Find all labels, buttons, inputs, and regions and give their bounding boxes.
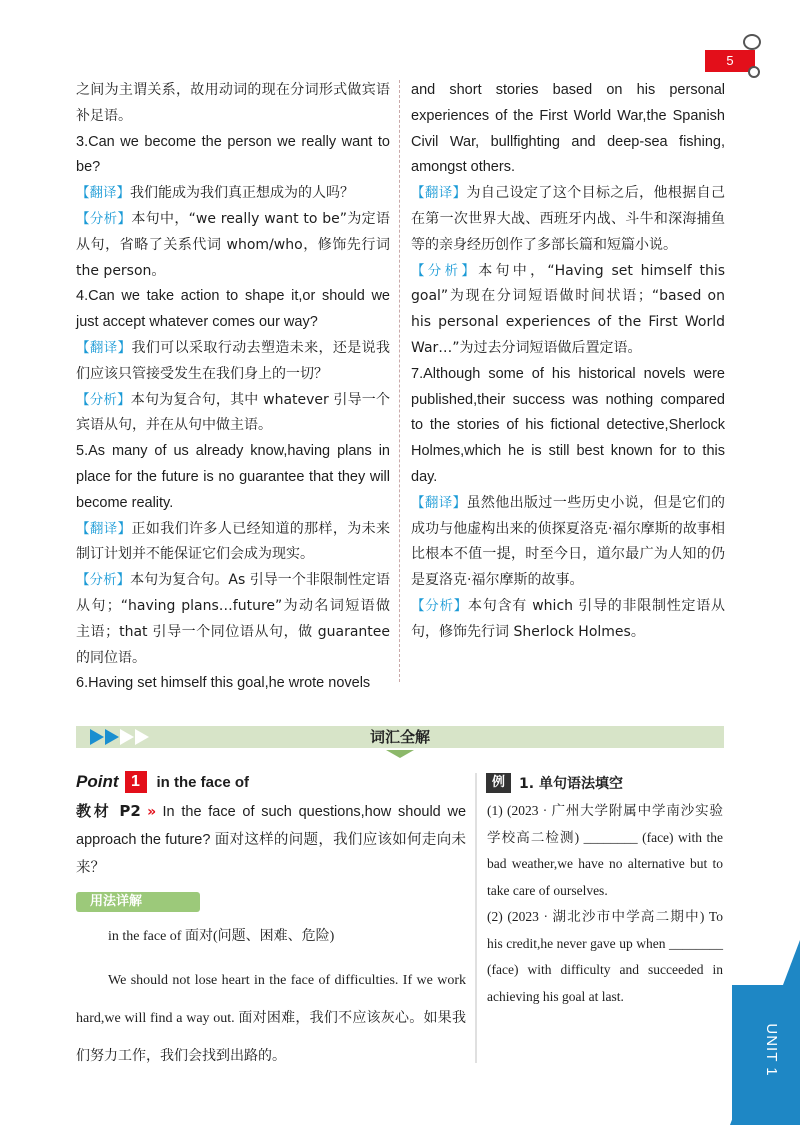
exercise-body bbox=[487, 798, 723, 1010]
point-phrase: in the face of bbox=[156, 773, 250, 791]
translation-4: 【翻译】我们可以采取行动去塑造未来，还是说我们应该只管接受发生在我们身上的一切？ bbox=[76, 339, 391, 382]
unit-label: UNIT 1 bbox=[763, 1023, 780, 1077]
analysis-5: 【分析】本句为复合句。As 引导一个非限制性定语从句；“having plans…future”为动名词短语做主语；that 引导一个同位语从句，做 guarantee 的同位语。 bbox=[76, 572, 391, 666]
sentence-5: 5.As many of us already know,having plans in place for the future is no guarantee that they will become reality. bbox=[76, 443, 390, 511]
exercise-item: (2) (2023 · 湖北沙市中学高二期中) To his credit,he never gave up when ________ (face) with difficulty and succeeded in achieving his goal at last. bbox=[487, 909, 723, 1004]
clock-icon bbox=[743, 34, 761, 50]
lower-divider bbox=[475, 773, 477, 1063]
example-tag: 例 bbox=[486, 773, 511, 793]
chevron-right-icon: » bbox=[147, 804, 157, 820]
exercise-title: 1. 单句语法填空 bbox=[519, 776, 623, 792]
point-number: 1 bbox=[125, 771, 147, 793]
analysis-3: 【分析】本句中，“we really want to be”为定语从句，省略了关系代词 whom/who，修饰先行词 the person。 bbox=[76, 210, 390, 279]
triangle-down-icon bbox=[386, 750, 414, 758]
usage-definition: in the face of 面对(问题、困难、危险) bbox=[108, 929, 335, 944]
point-label: Point bbox=[76, 772, 119, 791]
left-column bbox=[76, 78, 390, 697]
translation-7: 【翻译】虽然他出版过一些历史小说，但是它们的成功与他虚构出来的侦探夏洛克·福尔摩斯的故事相比根本不值一提，时至今日，道尔最广为人知的仍是夏洛克·福尔摩斯的故事。 bbox=[411, 494, 726, 589]
paragraph: 之间为主谓关系，故用动词的现在分词形式做宾语补足语。 bbox=[76, 82, 390, 124]
sentence-6: 6.Having set himself this goal,he wrote novels bbox=[76, 675, 371, 692]
analysis-4: 【分析】本句为复合句，其中 whatever 引导一个宾语从句，并在从句中做主语。 bbox=[76, 391, 390, 434]
right-column bbox=[411, 78, 725, 646]
textbook-text: In the face of such questions,how should we approach the future? 面对这样的问题，我们应该如何走向未来？ bbox=[76, 804, 467, 876]
exercise-item: (1) (2023 · 广州大学附属中学南沙实验学校高二检测) ________ (face) with the bad weather,we have no alternative but to take care of ourselves. bbox=[487, 803, 723, 898]
sentence-4: 4.Can we take action to shape it,or should we just accept whatever comes our way? bbox=[76, 288, 390, 331]
textbook-example bbox=[76, 798, 466, 882]
analysis-7: 【分析】本句含有 which 引导的非限制性定语从句，修饰先行词 Sherlock Holmes。 bbox=[411, 597, 725, 640]
sentence-3: 3.Can we become the person we really want to be? bbox=[76, 133, 390, 176]
column-divider bbox=[399, 80, 400, 682]
translation-6: 【翻译】为自己设定了这个目标之后，他根据自己在第一次世界大战、西班牙内战、斗牛和深海捕鱼等的亲身经历创作了多部长篇和短篇小说。 bbox=[411, 185, 726, 253]
textbook-label: 教材 P2 bbox=[76, 802, 141, 820]
analysis-6: 【分析】本句中，“Having set himself this goal”为现在分词短语做时间状语；“based on his personal experiences of the First World War…”为过去分词短语做后置定语。 bbox=[411, 262, 726, 356]
vocab-banner bbox=[76, 726, 724, 748]
usage-tag: 用法详解 bbox=[76, 892, 200, 912]
sentence-6-cont: and short stories based on his personal experiences of the First World War,the Spanish Civil War, bullfighting and deep-sea fishing, amongst others. bbox=[411, 82, 725, 176]
sentence-7: 7.Although some of his historical novels were published,their success was nothing compared to the stories of his fictional detective,Sherlock Holmes,which he is still best known for to this day. bbox=[411, 365, 725, 485]
bell-icon bbox=[748, 66, 760, 78]
translation-5: 【翻译】正如我们许多人已经知道的那样，为未来制订计划并不能保证它们会成为现实。 bbox=[76, 520, 391, 563]
page-number: 5 bbox=[705, 50, 755, 72]
section-title: 词汇全解 bbox=[369, 728, 430, 746]
exercise-header bbox=[486, 772, 623, 794]
usage-example: We should not lose heart in the face of difficulties. If we work hard,we will find a way out. 面对困难，我们不应该灰心。如果我们努力工作，我们会找到出路的。 bbox=[76, 973, 466, 1064]
point-header bbox=[76, 770, 249, 794]
translation-3: 【翻译】我们能成为我们真正想成为的人吗？ bbox=[76, 185, 354, 202]
